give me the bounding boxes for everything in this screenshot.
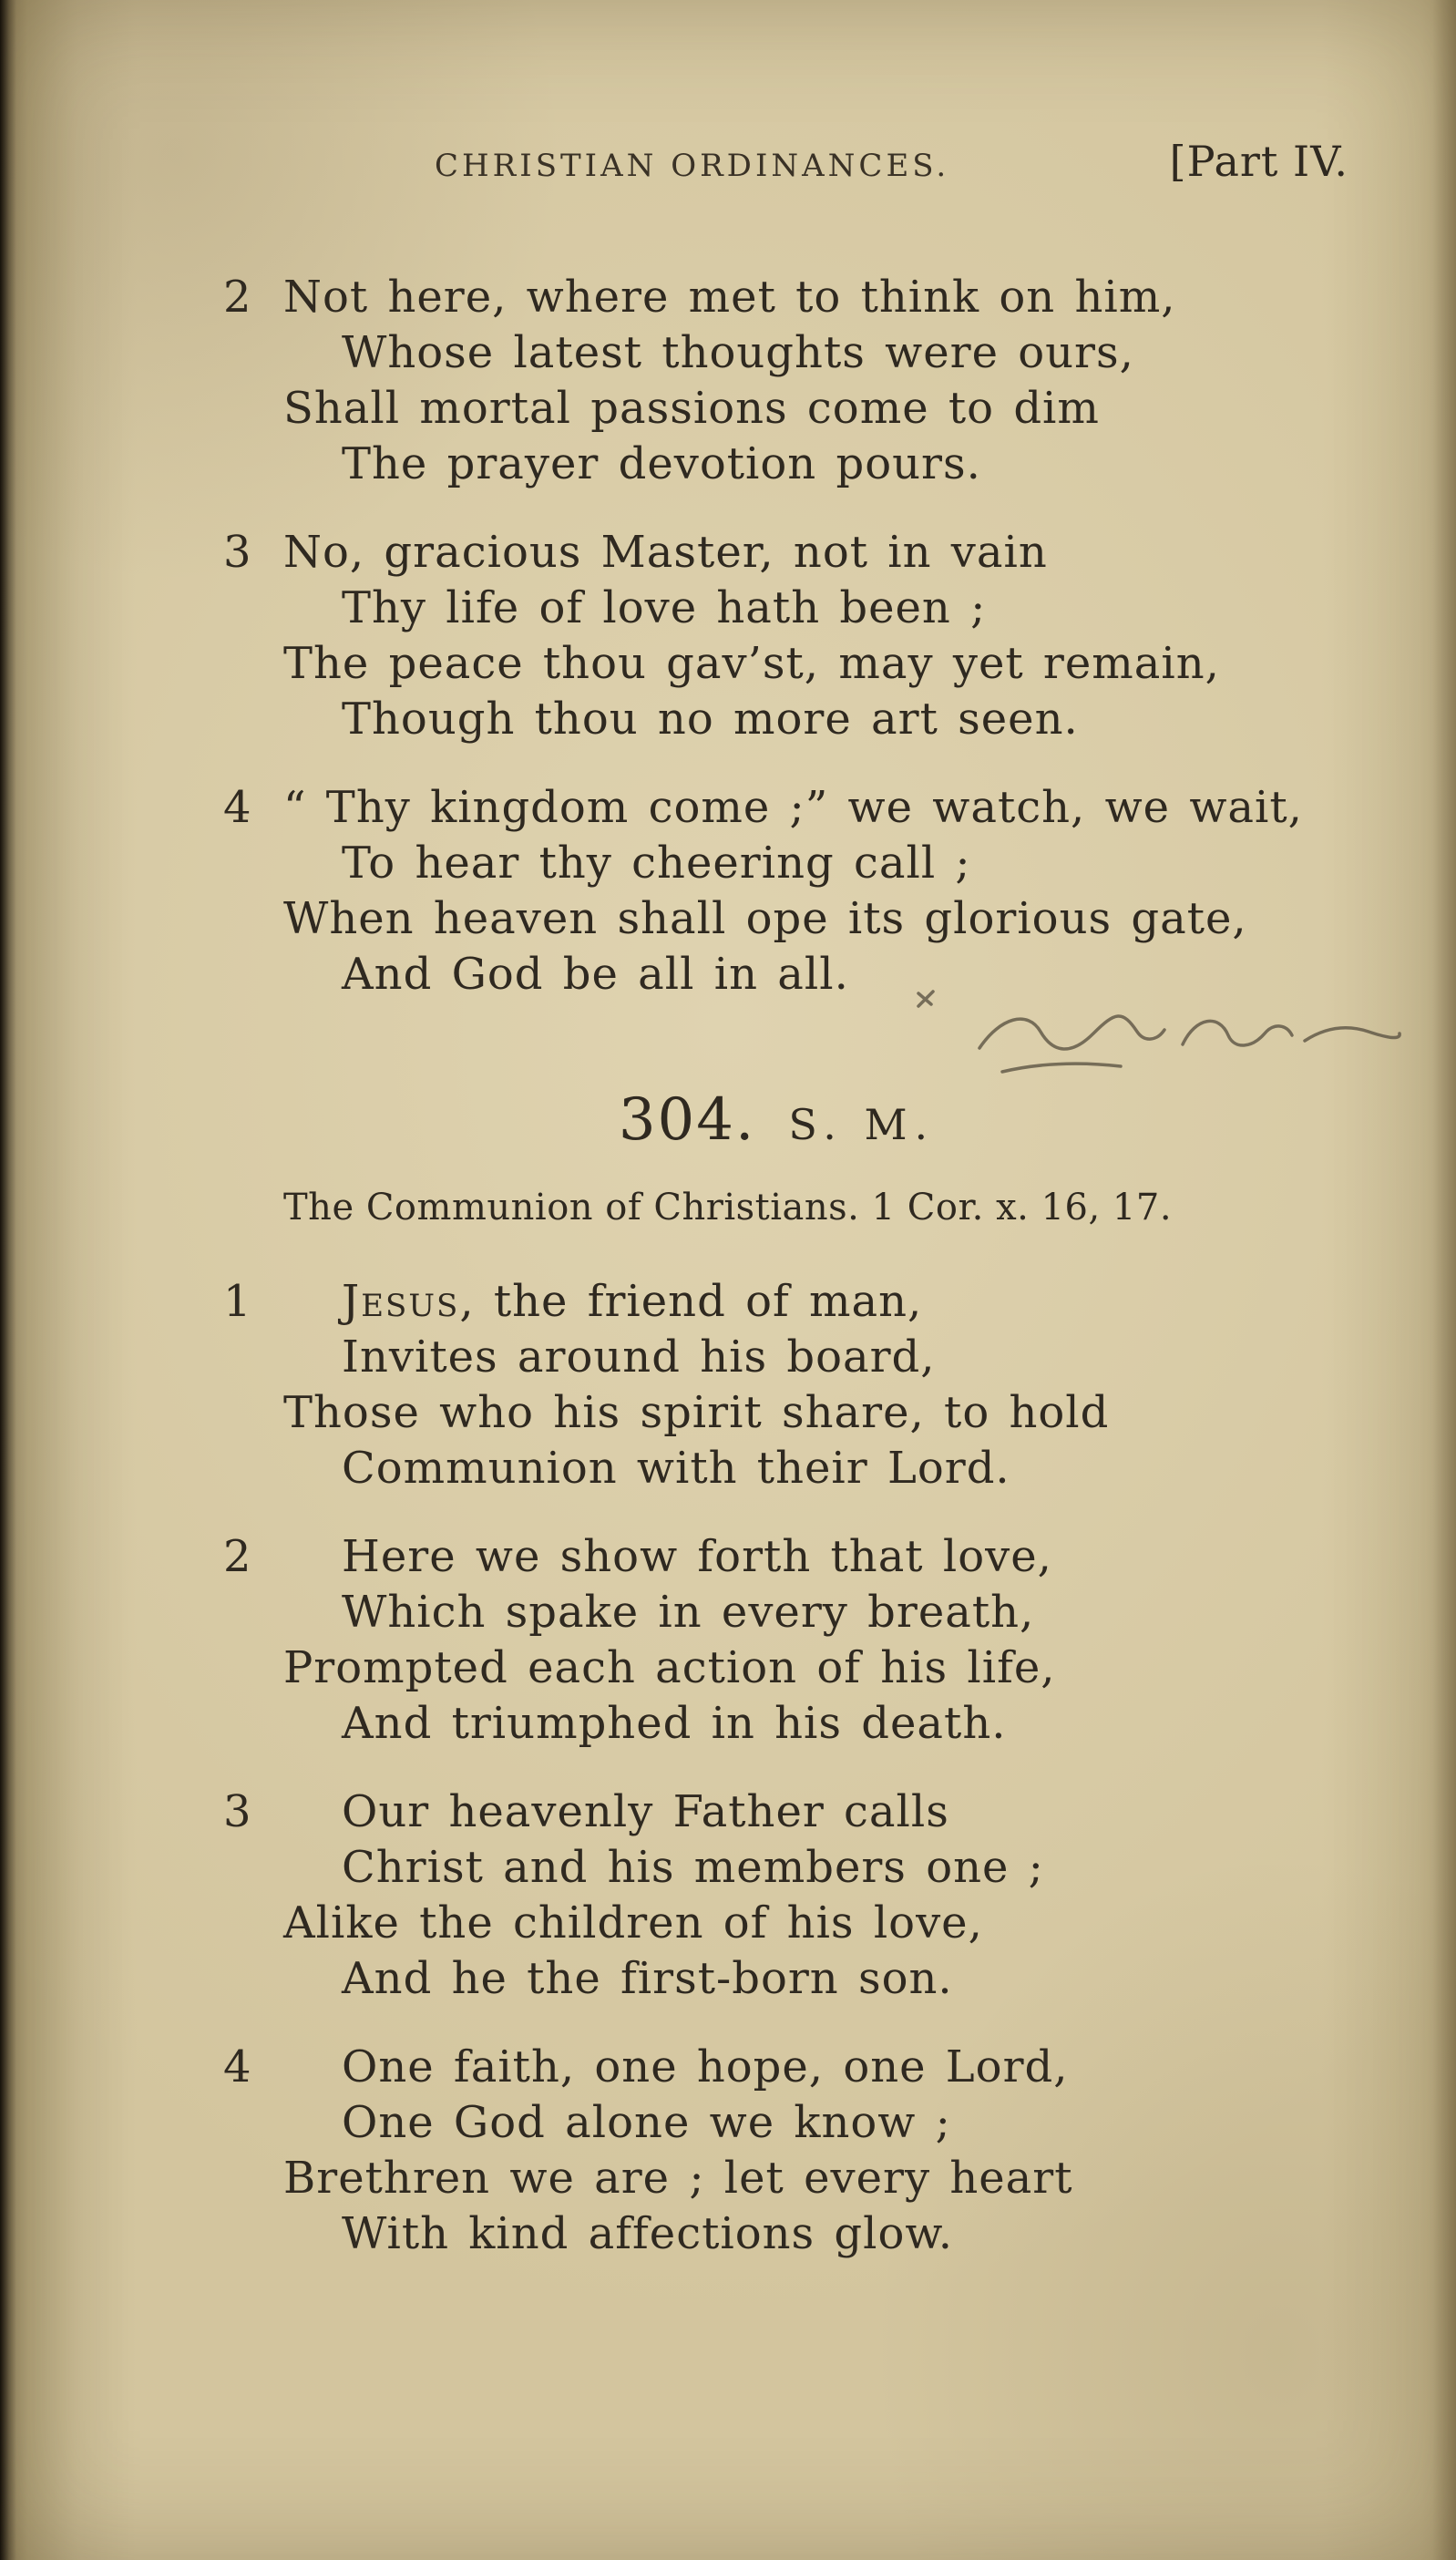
verse-number: 4 bbox=[223, 782, 251, 833]
verse-line: Invites around his board, bbox=[342, 1331, 936, 1383]
verse-line: Though thou no more art seen. bbox=[342, 694, 1079, 745]
hymn-304 bbox=[205, 1086, 1348, 2262]
verse-line: Shall mortal passions come to dim bbox=[283, 383, 1100, 434]
verse-number: 1 bbox=[223, 1276, 251, 1327]
verse-line: And God be all in all. bbox=[342, 949, 849, 1000]
hymn-subtitle: The Communion of Christians. 1 Cor. x. 16, 17. bbox=[283, 1187, 1173, 1229]
running-header: CHRISTIAN ORDINANCES. bbox=[435, 148, 950, 184]
part-label: [Part IV. bbox=[1169, 137, 1348, 186]
verse-number: 2 bbox=[223, 272, 251, 323]
page-content bbox=[205, 137, 1348, 2295]
verse-line: Our heavenly Father calls bbox=[342, 1786, 949, 1837]
hymn-continued bbox=[205, 270, 1348, 1002]
verse-number: 4 bbox=[223, 2041, 251, 2092]
verse bbox=[205, 525, 1348, 747]
lead-word: Jesus bbox=[342, 1276, 460, 1327]
hymn-meter: S. M. bbox=[788, 1100, 936, 1149]
verse-number: 3 bbox=[223, 1786, 251, 1837]
verse-line: Not here, where met to think on him, bbox=[283, 272, 1176, 323]
verse-line: No, gracious Master, not in vain bbox=[283, 527, 1048, 578]
verse-line: Here we show forth that love, bbox=[342, 1531, 1052, 1582]
verse-line: Communion with their Lord. bbox=[342, 1443, 1010, 1494]
verse-lines bbox=[283, 2040, 1348, 2262]
verse bbox=[205, 1529, 1348, 1752]
verse-number: 2 bbox=[223, 1531, 251, 1582]
verse-line: Brethren we are ; let every heart bbox=[283, 2153, 1073, 2204]
verse-line: Those who his spirit share, to hold bbox=[283, 1387, 1110, 1438]
verse-line bbox=[283, 1274, 1348, 1330]
verse bbox=[205, 1784, 1348, 2007]
ink-scribble bbox=[893, 964, 1403, 1101]
verse-line: Christ and his members one ; bbox=[342, 1842, 1044, 1893]
verse-line: The prayer devotion pours. bbox=[342, 438, 981, 489]
verse-number: 3 bbox=[223, 527, 251, 578]
verse-line: Thy life of love hath been ; bbox=[342, 582, 987, 633]
verse-line: And triumphed in his death. bbox=[342, 1698, 1007, 1749]
verse-lines bbox=[283, 525, 1348, 747]
page-header bbox=[205, 137, 1348, 186]
verse-lines bbox=[283, 1274, 1348, 1496]
lead-rest: , the friend of man, bbox=[459, 1276, 923, 1327]
verse-line: “ Thy kingdom come ;” we watch, we wait, bbox=[283, 782, 1303, 833]
verse-line: When heaven shall ope its glorious gate, bbox=[283, 893, 1247, 944]
verse-line: Prompted each action of his life, bbox=[283, 1642, 1056, 1693]
verse-line: With kind affections glow. bbox=[342, 2208, 954, 2259]
verse-line: And he the first-born son. bbox=[342, 1953, 953, 2004]
verse bbox=[205, 1274, 1348, 1496]
verse-line: One faith, one hope, one Lord, bbox=[342, 2041, 1069, 2092]
verse-lines bbox=[283, 1784, 1348, 2007]
hymn-number: 304. bbox=[618, 1086, 756, 1154]
verse-line: One God alone we know ; bbox=[342, 2097, 951, 2148]
verse bbox=[205, 270, 1348, 492]
verse-line: To hear thy cheering call ; bbox=[342, 838, 971, 889]
verse-line: Alike the children of his love, bbox=[283, 1897, 983, 1948]
verse-line: The peace thou gav’st, may yet remain, bbox=[283, 638, 1220, 689]
verse-lines bbox=[283, 1529, 1348, 1752]
verse-line: Whose latest thoughts were ours, bbox=[342, 327, 1134, 378]
verse bbox=[205, 2040, 1348, 2262]
verse-line: Which spake in every breath, bbox=[342, 1587, 1035, 1638]
verse-lines bbox=[283, 270, 1348, 492]
